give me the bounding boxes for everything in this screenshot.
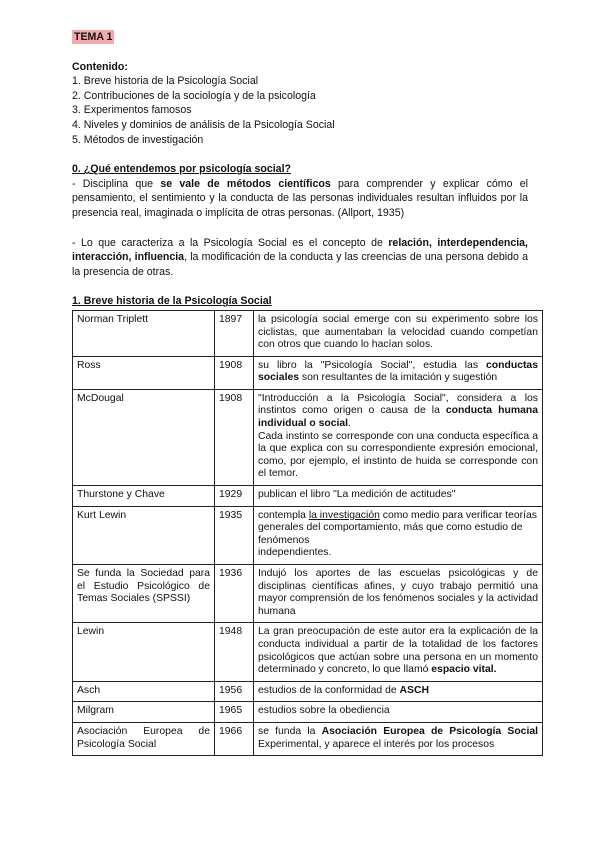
section-0-title: 0. ¿Qué entendemos por psicología social? [72, 163, 291, 176]
contents-block [72, 60, 528, 148]
document-page [72, 30, 538, 756]
author-cell: Kurt Lewin [73, 506, 215, 564]
description-cell: estudios de la conformidad de ASCH [254, 681, 543, 702]
description-cell: Indujó los aportes de las escuelas psicológicas y de disciplinas científicas afines, y cuyo trabajo permitió una mayor comprensión de los fenómenos sociales y la actividad humana [254, 565, 543, 623]
description-cell: publican el libro "La medición de actitudes" [254, 486, 543, 507]
author-cell: Milgram [73, 702, 215, 723]
year-cell: 1966 [215, 722, 254, 755]
year-cell: 1929 [215, 486, 254, 507]
contents-item: 1. Breve historia de la Psicología Social [72, 75, 259, 88]
section-1-title: 1. Breve historia de la Psicología Social [72, 295, 272, 308]
table-row [73, 356, 543, 389]
year-cell: 1908 [215, 356, 254, 389]
table-row [73, 310, 543, 356]
table-row [73, 702, 543, 723]
table-row [73, 623, 543, 681]
contents-item: 4. Niveles y dominios de análisis de la Psicología Social [72, 118, 335, 131]
year-cell: 1935 [215, 506, 254, 564]
section-0-paragraph-1: - Disciplina que se vale de métodos científicos para comprender y explicar cómo el pensamiento, el sentimiento y la conducta de las personas individuales resultan influidos por la presencia real, imaginada o implícita de otras personas. (Allport, 1935) [72, 177, 529, 219]
description-cell: la psicología social emerge con su experimento sobre los ciclistas, que aumentaban la velocidad cuando competían con otros que cuando lo hacían solos. [254, 310, 543, 356]
year-cell: 1948 [215, 623, 254, 681]
contents-item: 3. Experimentos famosos [72, 104, 192, 117]
year-cell: 1936 [215, 565, 254, 623]
author-cell: Asch [73, 681, 215, 702]
author-cell: Se funda la Sociedad para el Estudio Psicológico de Temas Sociales (SPSSI) [73, 565, 215, 623]
description-cell: se funda la Asociación Europea de Psicología Social Experimental, y aparece el interés por los procesos [254, 722, 543, 755]
description-cell: su libro la "Psicología Social", estudia las conductas sociales son resultantes de la imitación y sugestión [254, 356, 543, 389]
table-row [73, 681, 543, 702]
description-cell: "Introducción a la Psicología Social", considera a los instintos como origen o causa de la conducta humana individual o social. Cada instinto se corresponde con una conducta específica a la que explica con su correspondiente expresión emocional, como, por ejemplo, el instinto de huida se corresponde con el temor. [254, 389, 543, 485]
contents-item: 5. Métodos de investigación [72, 133, 204, 146]
section-0 [72, 162, 528, 279]
author-cell: McDougal [73, 389, 215, 485]
year-cell: 1956 [215, 681, 254, 702]
section-1 [72, 294, 538, 756]
description-cell: La gran preocupación de este autor era la explicación de la conducta individual a partir de la totalidad de los factores psicológicos que actúan sobre una persona en un momento determinado y concreto, lo que llamó espacio vital. [254, 623, 543, 681]
contents-title: Contenido: [72, 60, 128, 73]
history-table [72, 310, 543, 756]
author-cell: Asociación Europea de Psicología Social [73, 722, 215, 755]
author-cell: Norman Triplett [73, 310, 215, 356]
table-row [73, 389, 543, 485]
author-cell: Ross [73, 356, 215, 389]
year-cell: 1897 [215, 310, 254, 356]
year-cell: 1965 [215, 702, 254, 723]
author-cell: Thurstone y Chave [73, 486, 215, 507]
author-cell: Lewin [73, 623, 215, 681]
year-cell: 1908 [215, 389, 254, 485]
table-row [73, 506, 543, 564]
section-0-paragraph-2: - Lo que caracteriza a la Psicología Social es el concepto de relación, interdependencia, interacción, influencia, la modificación de la conducta y las creencias de una persona debido a la presencia de otras. [72, 236, 528, 278]
table-row [73, 486, 543, 507]
contents-item: 2. Contribuciones de la sociología y de la psicología [72, 89, 316, 102]
contents-list [72, 74, 528, 147]
table-row [73, 722, 543, 755]
description-cell: contempla la investigación como medio para verificar teorías generales del comportamiento, más que como estudio de fenómenos independientes. [254, 506, 543, 564]
tema-label: TEMA 1 [74, 31, 113, 43]
description-cell: estudios sobre la obediencia [254, 702, 543, 723]
table-row [73, 565, 543, 623]
